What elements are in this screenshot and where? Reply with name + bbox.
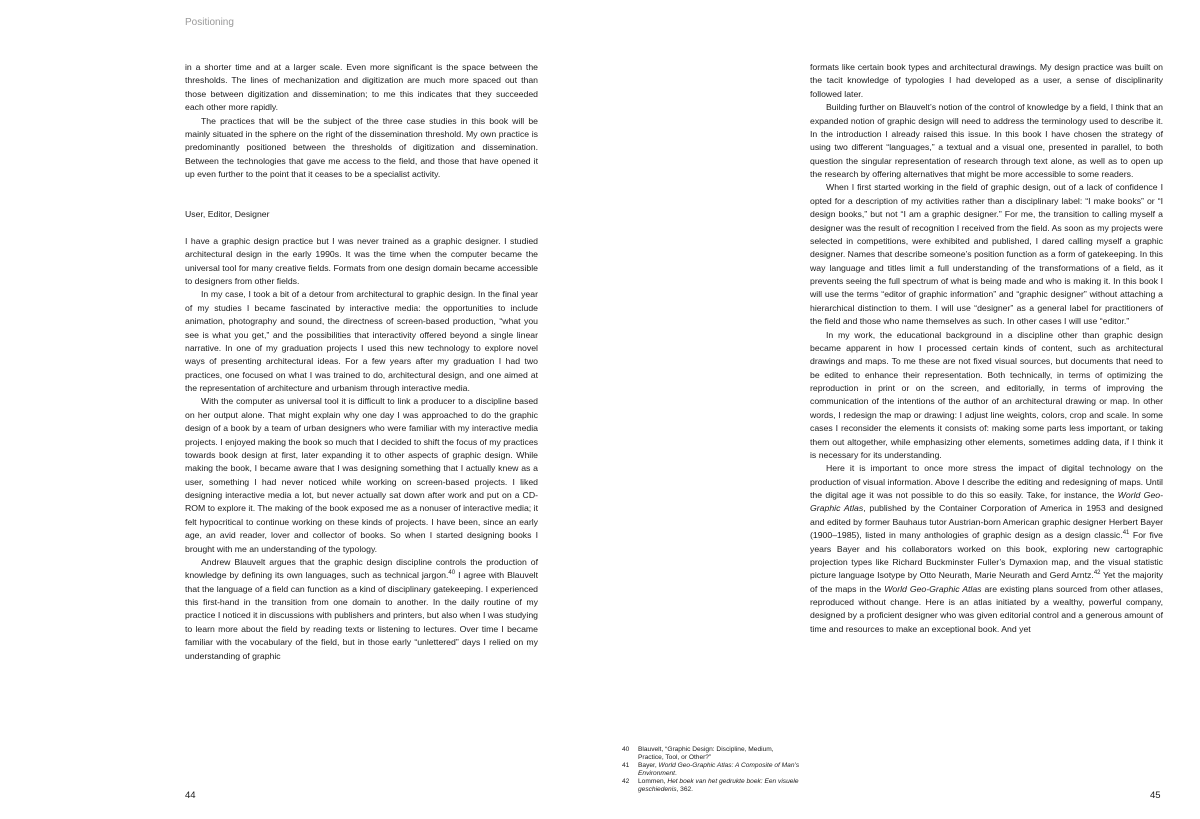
footnote-number: 40 — [622, 746, 630, 753]
paragraph: The practices that will be the subject of the three case studies in this book will be mainly situated in the sphere on the right of the dissemination threshold. My own practice is predominantly positioned between the thresholds of digitization and dissemination. Between the technologies that gave me access to the field, and those that have opened it up even further to the point that it ceases to be a specialist activity. — [185, 115, 538, 179]
footnote-ref[interactable]: 40 — [448, 570, 456, 577]
footnote-run: , 362. — [676, 786, 693, 794]
paragraph: I have a graphic design practice but I was never trained as a graphic designer. I studied architectural design in the early 1990s. It was the time when the computer became the universal tool for many creative fields. Formats from one design domain became accessible to designers from other fields. — [185, 235, 538, 287]
page-number-right: 45 — [1150, 790, 1161, 801]
paragraph: Building further on Blauvelt’s notion of the control of knowledge by a field, I think that an expanded notion of graphic design will need to address the terminology used to describe it. In the introduction I already raised this issue. In this book I have chosen the strategy of using two different “languages,” a textual and a visual one, presented in parallel, to both question the singular representation of research through text alone, as well as to open up the research by offering alternatives that might be more accessible to some readers. — [810, 102, 1163, 179]
section-heading: User, Editor, Designer — [185, 209, 270, 220]
paragraph — [810, 462, 1163, 636]
footnote — [622, 778, 800, 794]
text-run: Here it is important to once more stress the impact of digital technology on the production of visual information. Above I describe the editing and redesigning of maps. Until the digital age it was not possible to do this so easily. Take, for instance, the — [810, 463, 1163, 500]
text-run: , published by the Container Corporation of America in 1953 and designed and edited by former Bauhaus tutor Austrian-born American graphic designer Herbert Bayer (1900–1985), listed in many anthologies of graphic design as a design classic. — [810, 503, 1163, 541]
text-run: Andrew Blauvelt argues that the graphic design discipline controls the production of knowledge by defining its own languages, such as technical jargon. — [185, 556, 538, 581]
footnote-text — [638, 778, 800, 794]
page-number-left: 44 — [185, 790, 196, 801]
left-text-column — [185, 61, 538, 663]
right-text-column — [810, 61, 1163, 636]
footnote-text — [638, 762, 800, 778]
book-title: World Geo-Graphic Atlas — [810, 490, 1163, 514]
footnote-number: 41 — [622, 762, 630, 770]
footnote-title: World Geo-Graphic Atlas: A Composite of Man’s Environment — [638, 762, 800, 778]
footnotes — [622, 746, 800, 795]
footnote-run: . — [675, 770, 677, 778]
footnote-number: 42 — [622, 778, 630, 786]
footnote — [622, 762, 800, 778]
running-head: Positioning — [185, 17, 234, 28]
footnote — [622, 746, 800, 762]
text-run: are existing plans sourced from other atlases, reproduced without change. Here is an atlas initiated by a wealthy, powerful company, designed by a proficient designer who was given editorial control and a generous amount of time and resources to make an exceptional book. And yet — [810, 583, 1163, 634]
paragraph: In my work, the educational background in a discipline other than graphic design became apparent in how I processed certain kinds of content, such as architectural drawings and maps. To me these are not fixed visual sources, but documents that need to be edited to enhance their representation. Both technically, in terms of optimizing the reproduction in print or on the screen, and editorially, in terms of improving the communication of the intentions of the author of an architectural drawing or map. In other words, I redesign the map or drawing: I adjust line weights, colors, crop and scale. In some cases I reconsider the elements it consists of: making some parts less important, or taking them out altogether, while emphasizing other elements, sometimes adding data, if I think it is necessary for its understanding. — [810, 329, 1163, 460]
book-title: World Geo-Graphic Atlas — [884, 583, 982, 594]
text-run: Yet the majority of the maps in the — [810, 570, 1163, 594]
footnote-ref[interactable]: 42 — [1093, 570, 1101, 577]
footnote-title: Het boek van het gedrukte boek: Een visuele geschiedenis — [638, 778, 799, 794]
footnote-text — [638, 746, 800, 762]
paragraph: formats like certain book types and architectural drawings. My design practice was built on the tacit knowledge of typologies I had developed as a user, a sense of disciplinarity followed later. — [810, 62, 1163, 99]
paragraph: In my case, I took a bit of a detour from architectural to graphic design. In the final year of my studies I became fascinated by interactive media: the opportunities to include animation, photography and sound, the directness of screen-based production, “what you see is what you get,” and the possibilities that interactivity offered beyond a single linear narrative. In one of my graduation projects I used this new technology to explore novel ways of presenting architectural ideas. For a few years after my graduation I had two practices, one focused on what I was trained to do, architectural design, and one aimed at the representation of architecture and urbanism through interactive media. — [185, 289, 538, 394]
paragraph: When I first started working in the field of graphic design, out of a lack of confidence I opted for a description of my activities rather than a disciplinary label: “I make books” or “I design books,” but not “I am a graphic designer.” For me, the transition to calling myself a designer was the result of recognition I received from the field. As soon as my projects were selected in competitions, were exhibited and published, I dared calling myself a graphic designer. Names that describe someone’s position function as a form of gatekeeping. In this way language and titles limit a full understanding of the transformations of a field, as it prevents seeing the full spectrum of what is being made and who is making it. In this book I will use the terms “editor of graphic information” and “graphic designer” without attaching a hierarchical distinction to them. I will use “designer” as a general label for practitioners of the field and those who name themselves as such. In other cases I will use “editor.” — [810, 182, 1163, 327]
footnote-ref[interactable]: 41 — [1122, 530, 1130, 537]
paragraph: in a shorter time and at a larger scale. Even more significant is the space between the thresholds. The lines of mechanization and digitization are much more spaced out than those between digitization and dissemination; to me this indicates that they succeeded each other more rapidly. — [185, 62, 538, 113]
text-run: For five years Bayer and his collaborators worked on this book, exploring new cartographic projection types like Richard Buckminster Fuller’s Dymaxion map, and the visual statistic picture language Isotype by Otto Neurath, Marie Neurath and Gerd Arntz. — [810, 530, 1163, 581]
text-run: I agree with Blauvelt that the language of a field can function as a kind of disciplinary gatekeeping. I experienced this first-hand in the transition from one domain to another. In the daily routine of my practice I noticed it in discussions with publishers and printers, but also when I was studying to learn more about the field by reading texts or listening to lectures. Over time I became familiar with the vocabulary of the field, but in those early “unlettered” days I relied on my understanding of graphic — [185, 570, 538, 661]
footnote-run: Blauvelt, “Graphic Design: Discipline, Medium, Practice, Tool, or Other?” — [638, 746, 774, 762]
footnote-run: Lommen, — [638, 778, 668, 786]
paragraph: With the computer as universal tool it is difficult to link a producer to a discipline based on her output alone. That might explain why one day I was approached to do the graphic design of a book by a team of urban designers who were familiar with my interactive media projects. I enjoyed making the book so much that I decided to shift the focus of my practices towards book design at first, later expanding it to other aspects of graphic design. While making the book, I became aware that I was designing something that I actually knew as a user, something I had never noticed while working on screen-based projects. I liked designing interactive media a lot, but never actually sat down after work and put on a CD-ROM to explore it. The making of the book exposed me as a nonuser of interactive media; it felt hypocritical to continue working on these kinds of projects. I have been, since an early age, an avid reader, lover and collector of books. So when I started designing books I brought with me an understanding of the typology. — [185, 396, 538, 554]
paragraph — [185, 556, 538, 663]
footnote-run: Bayer, — [638, 762, 659, 770]
